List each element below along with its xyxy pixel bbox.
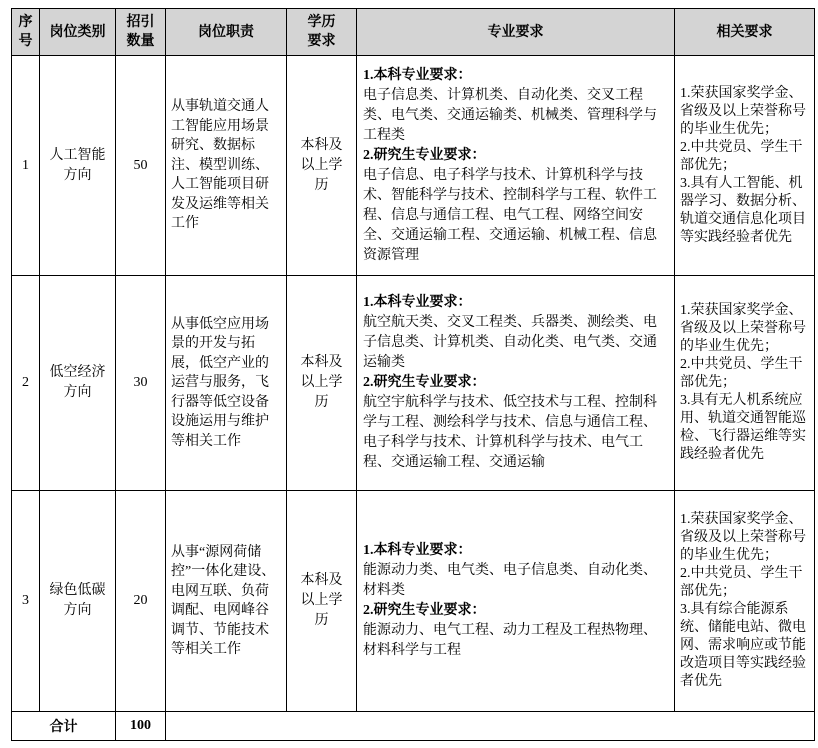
total-empty-cell [166, 712, 815, 741]
cell-majors [357, 56, 675, 276]
related-item: 3.具有人工智能、机器学习、数据分析、轨道交通信息化项目等实践经验者优先 [680, 175, 806, 245]
header-related-label: 相关要求 [716, 24, 773, 40]
header-count [116, 9, 166, 56]
undergrad-majors-text: 航空航天类、交叉工程类、兵器类、测绘类、电子信息类、计算机类、自动化类、电气类、交通运输类 [363, 315, 657, 370]
cell-education: 本科及以上学历 [287, 491, 357, 712]
related-item: 3.具有综合能源系统、储能电站、微电网、需求响应或节能改造项目等实践经验者优先 [680, 602, 806, 689]
cell-no: 1 [12, 56, 40, 276]
table-row [12, 491, 815, 712]
undergrad-majors-text: 能源动力类、电气类、电子信息类、自动化类、材料类 [363, 563, 657, 598]
total-row [12, 712, 815, 741]
header-majors [357, 9, 675, 56]
cell-education: 本科及以上学历 [287, 276, 357, 491]
undergrad-majors-label: 1.本科专业要求： [363, 543, 472, 558]
cell-count: 20 [116, 491, 166, 712]
cell-category: 低空经济方向 [40, 276, 116, 491]
related-item: 2.中共党员、学生干部优先； [680, 566, 803, 599]
graduate-majors-label: 2.研究生专业要求： [363, 603, 486, 618]
header-category-label: 岗位类别 [49, 24, 106, 40]
cell-category: 绿色低碳方向 [40, 491, 116, 712]
cell-no: 2 [12, 276, 40, 491]
header-education [287, 9, 357, 56]
cell-duties: 从事“源网荷储控”一体化建设、电网互联、负荷调配、电网峰谷调节、节能技术等相关工作 [166, 491, 287, 712]
related-item: 1.荣获国家奖学金、省级及以上荣誉称号的毕业生优先； [680, 85, 806, 137]
header-related [675, 9, 815, 56]
undergrad-majors-label: 1.本科专业要求： [363, 67, 472, 83]
graduate-majors-text: 能源动力、电气工程、动力工程及工程热物理、材料科学与工程 [363, 623, 657, 658]
header-category [40, 9, 116, 56]
cell-category: 人工智能方向 [40, 56, 116, 276]
cell-duties: 从事轨道交通人工智能应用场景研究、数据标注、模型训练、人工智能项目研发及运维等相关工作 [166, 56, 287, 276]
header-no-label: 序号 [18, 15, 33, 49]
related-item: 2.中共党员、学生干部优先； [680, 139, 803, 173]
undergrad-majors-label: 1.本科专业要求： [363, 295, 472, 310]
cell-count: 30 [116, 276, 166, 491]
cell-majors [357, 276, 675, 491]
table-row [12, 56, 815, 276]
graduate-majors-label: 2.研究生专业要求： [363, 375, 486, 390]
cell-duties: 从事低空应用场景的开发与拓展，低空产业的运营与服务，飞行器等低空设备设施运用与维护等相关工作 [166, 276, 287, 491]
related-item: 2.中共党员、学生干部优先； [680, 357, 803, 390]
cell-related [675, 276, 815, 491]
header-majors-label: 专业要求 [487, 24, 544, 40]
header-no [12, 9, 40, 56]
cell-count: 50 [116, 56, 166, 276]
total-label: 合计 [12, 712, 116, 741]
header-duties [166, 9, 287, 56]
cell-related [675, 56, 815, 276]
graduate-majors-label: 2.研究生专业要求： [363, 147, 486, 163]
header-duties-label: 岗位职责 [198, 24, 254, 40]
header-count-label: 招引数量 [126, 15, 155, 49]
cell-no: 3 [12, 491, 40, 712]
related-item: 3.具有无人机系统应用、轨道交通智能巡检、飞行器运维等实践经验者优先 [680, 393, 806, 462]
header-education-label: 学历要求 [307, 15, 336, 49]
cell-majors [357, 491, 675, 712]
header-row [12, 9, 815, 56]
total-count: 100 [116, 712, 166, 741]
cell-education: 本科及以上学历 [287, 56, 357, 276]
table-row [12, 276, 815, 491]
related-item: 1.荣获国家奖学金、省级及以上荣誉称号的毕业生优先； [680, 303, 806, 354]
recruitment-table [11, 8, 815, 741]
graduate-majors-text: 电子信息、电子科学与技术、计算机科学与技术、智能科学与技术、控制科学与工程、软件工程、信息与通信工程、电气工程、网络空间安全、交通运输工程、交通运输、机械工程、信息资源管理 [363, 167, 657, 263]
cell-related [675, 491, 815, 712]
graduate-majors-text: 航空宇航科学与技术、低空技术与工程、控制科学与工程、测绘科学与技术、信息与通信工程、电子科学与技术、计算机科学与技术、电气工程、交通运输工程、交通运输 [363, 395, 657, 470]
related-item: 1.荣获国家奖学金、省级及以上荣誉称号的毕业生优先； [680, 512, 806, 563]
undergrad-majors-text: 电子信息类、计算机类、自动化类、交叉工程类、电气类、交通运输类、机械类、管理科学与工程类 [363, 87, 657, 143]
